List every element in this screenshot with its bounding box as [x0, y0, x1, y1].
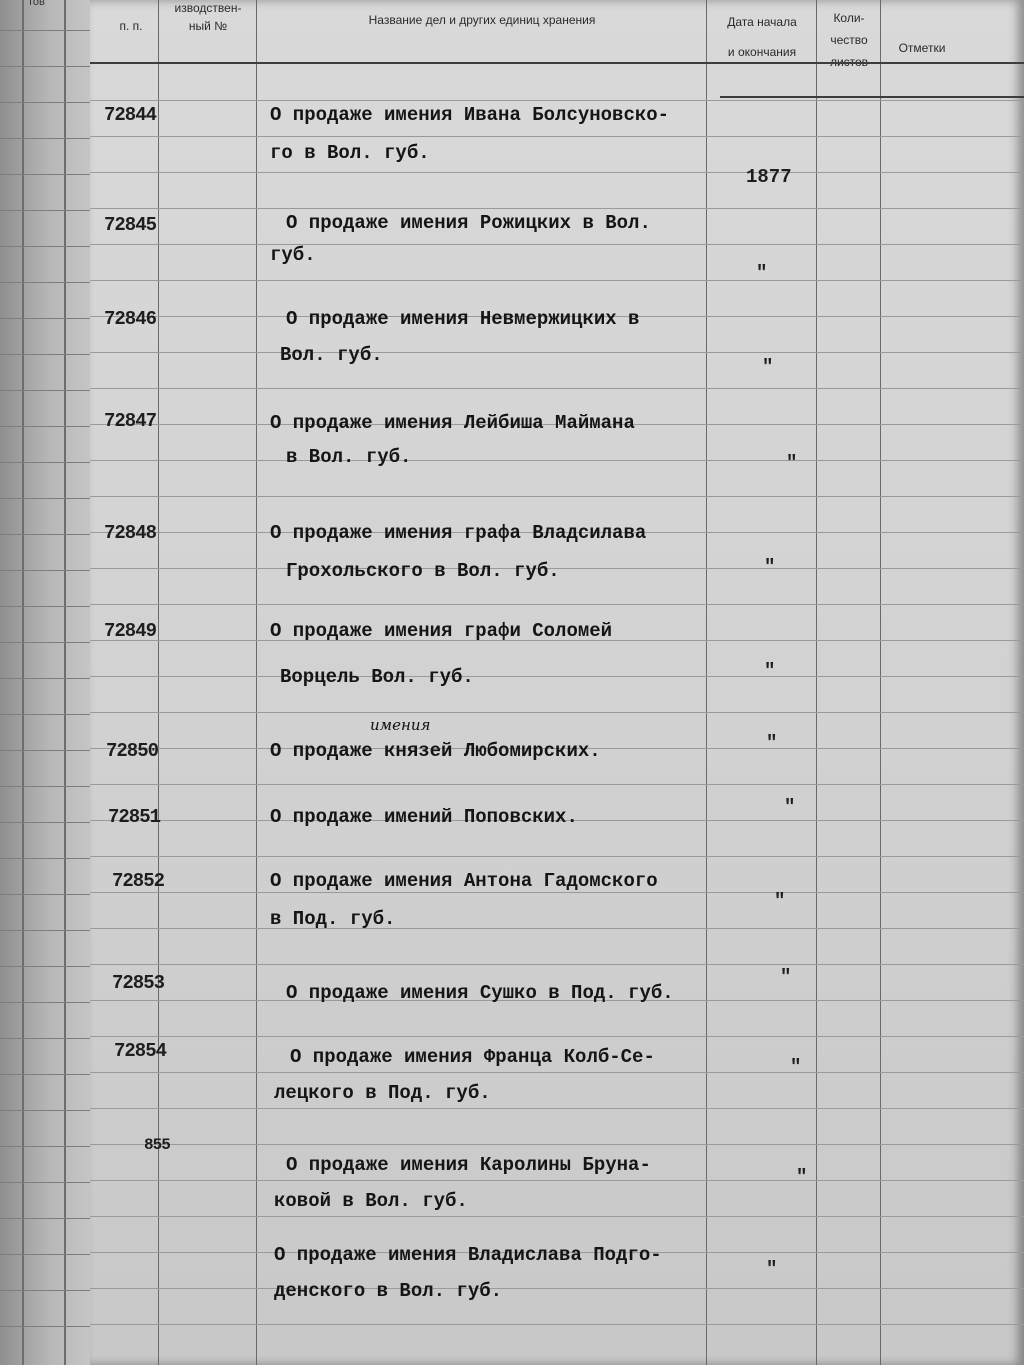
header-rule-right [720, 96, 1024, 98]
row-number: 72853 [112, 972, 165, 994]
ledger-rule [90, 1036, 1024, 1037]
ledger-rule [90, 280, 1024, 281]
ledger-rule [90, 136, 1024, 137]
handwritten-insertion: имения [370, 716, 431, 734]
row-number: 72846 [104, 308, 157, 330]
ledger-rule [90, 604, 1024, 605]
row-date: " [780, 966, 792, 988]
row-number: 72847 [104, 410, 157, 432]
ledger-rule [90, 964, 1024, 965]
header-dates-2: и окончания [727, 45, 797, 59]
ledger-rule [90, 784, 1024, 785]
row-title-line: го в Вол. губ. [270, 142, 430, 164]
left-page-column-line [22, 0, 24, 1365]
ledger-rule [90, 1072, 1024, 1073]
row-date: " [764, 660, 776, 682]
header-prod-1: изводствен- [174, 1, 242, 15]
column-divider [706, 0, 707, 1365]
row-title-line: Грохольского в Вол. губ. [286, 560, 560, 582]
header-sheets-1: Коли- [833, 11, 865, 25]
row-title-line: О продаже князей Любомирских. [270, 740, 601, 762]
row-title-line: О продаже имения Сушко в Под. губ. [286, 982, 674, 1004]
ledger-rule [90, 460, 1024, 461]
ledger-rule [90, 244, 1024, 245]
row-number: 72845 [104, 214, 157, 236]
row-title-line: О продаже имения графа Владсилава [270, 522, 647, 544]
header-prod-2: ный № [188, 19, 228, 33]
row-date: " [796, 1166, 808, 1188]
row-date: " [762, 356, 774, 378]
column-divider [816, 0, 817, 1365]
column-divider [158, 0, 159, 1365]
ledger-rule [90, 352, 1024, 353]
header-sheets-2: чество [830, 33, 868, 47]
row-title-line: О продаже имения Владислава Подго- [274, 1244, 662, 1266]
row-date: " [786, 452, 798, 474]
row-date: " [766, 732, 778, 754]
row-title-line: в Под. губ. [270, 908, 396, 930]
ledger-rule [90, 676, 1024, 677]
column-divider [256, 0, 257, 1365]
ledger-rule [90, 1180, 1024, 1181]
row-title-line: в Вол. губ. [286, 446, 412, 468]
row-number: 72848 [104, 522, 157, 544]
row-number: 72849 [104, 620, 157, 642]
header-dates-1: Дата начала [727, 15, 797, 29]
ledger-rule [90, 856, 1024, 857]
ledger-rule [90, 496, 1024, 497]
header-notes: Отметки [898, 41, 946, 55]
row-title-line: денского в Вол. губ. [274, 1280, 503, 1302]
header-title: Название дел и других единиц хранения [368, 13, 596, 27]
row-title-line: О продаже имения Франца Колб-Се- [290, 1046, 655, 1068]
header-rule [90, 62, 1024, 64]
row-title-line: ковой в Вол. губ. [274, 1190, 468, 1212]
ledger-rule [90, 1324, 1024, 1325]
row-title-line: губ. [270, 244, 316, 266]
ledger-rule [90, 172, 1024, 173]
row-title-line: лецкого в Под. губ. [274, 1082, 491, 1104]
column-divider [880, 0, 881, 1365]
ledger-rule [90, 712, 1024, 713]
ledger-rule [90, 1216, 1024, 1217]
row-date: " [790, 1056, 802, 1078]
ledger-rule [90, 1144, 1024, 1145]
row-date: 1877 [746, 166, 792, 188]
row-title-line: Ворцель Вол. губ. [280, 666, 474, 688]
row-title-line: О продаже имения Лейбиша Маймана [270, 412, 635, 434]
row-title-line: О продаже имения Невмержицких в [286, 308, 640, 330]
ledger-rule [90, 388, 1024, 389]
row-number: 72844 [104, 104, 157, 126]
row-title-line: О продаже имения Рожицких в Вол. [286, 212, 651, 234]
ledger-rule [90, 208, 1024, 209]
row-title-line: О продаже имения Каролины Бруна- [286, 1154, 651, 1176]
ledger-rule [90, 1108, 1024, 1109]
row-date: " [766, 1258, 778, 1280]
row-date: " [764, 556, 776, 578]
row-number: 855 [144, 1136, 170, 1154]
header-num: п. п. [119, 19, 143, 33]
row-title-line: Вол. губ. [280, 344, 383, 366]
ledger-rule [90, 928, 1024, 929]
row-title-line: О продаже имения Антона Гадомского [270, 870, 658, 892]
row-number: 72854 [114, 1040, 167, 1062]
row-number: 72851 [108, 806, 161, 828]
ledger-rule [90, 1288, 1024, 1289]
ledger-rule [90, 892, 1024, 893]
row-date: " [784, 796, 796, 818]
row-date: " [756, 262, 768, 284]
register-page [90, 0, 1024, 1365]
row-number: 72852 [112, 870, 165, 892]
row-title-line: О продаже имения графи Соломей [270, 620, 613, 642]
row-title-line: О продаже имения Ивана Болсуновско- [270, 104, 670, 126]
left-page-header-fragment: тов [28, 0, 45, 8]
left-page-column-line [64, 0, 66, 1365]
row-number: 72850 [106, 740, 159, 762]
row-date: " [774, 890, 786, 912]
ledger-rule [90, 100, 1024, 101]
row-title-line: О продаже имений Поповских. [270, 806, 578, 828]
